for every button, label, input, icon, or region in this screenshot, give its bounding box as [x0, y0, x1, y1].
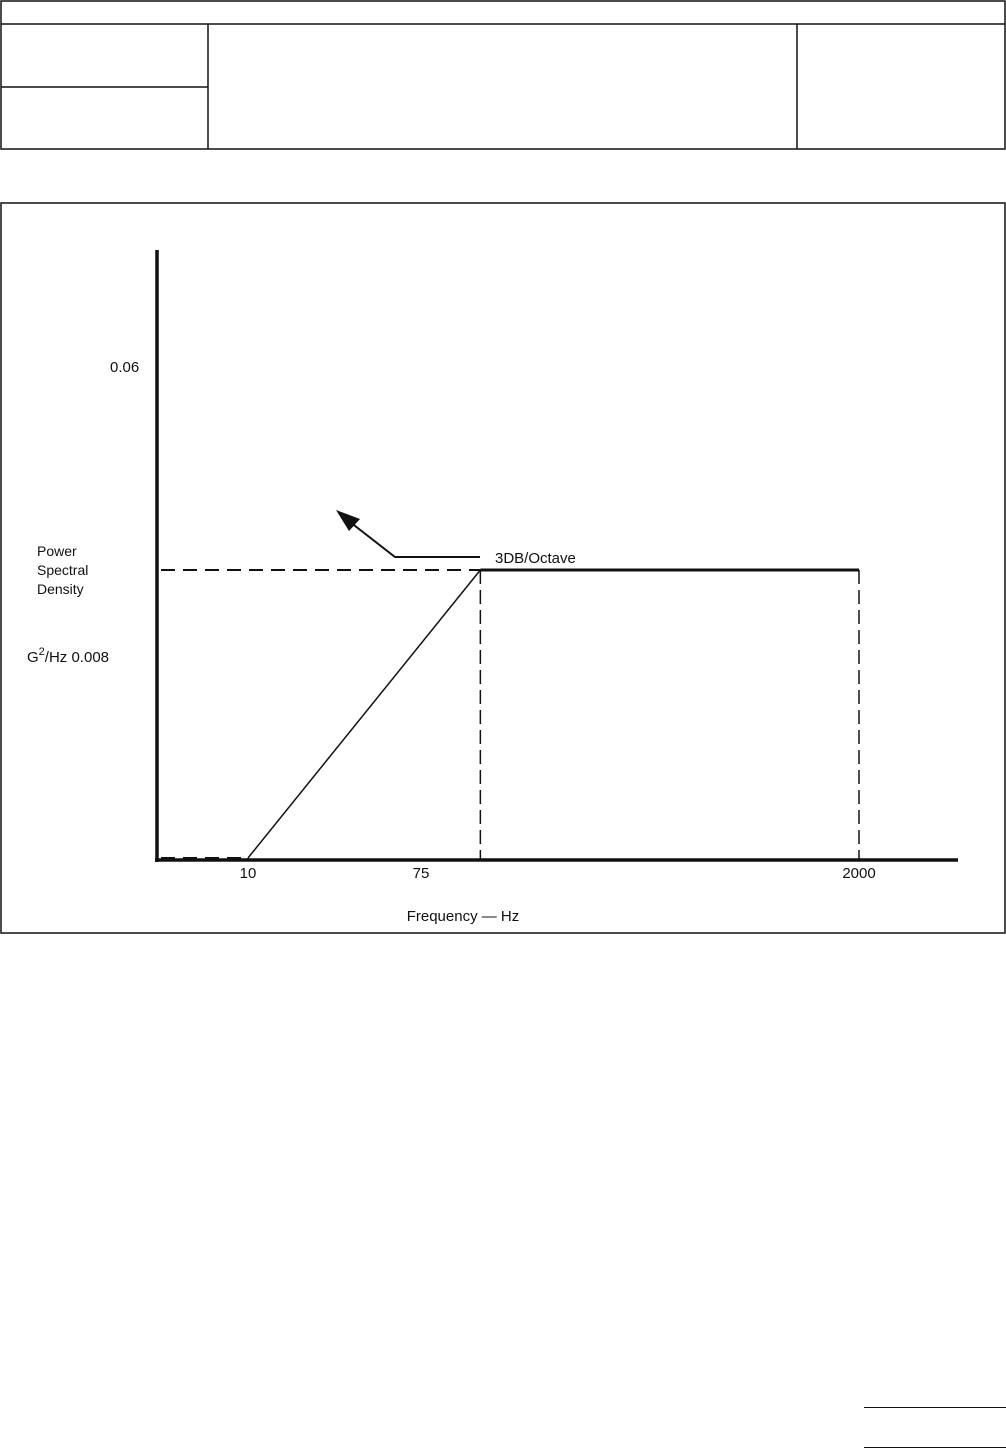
bottom-rule-1 [864, 1407, 1006, 1408]
y-tick-value-0.008: 0.008 [71, 649, 110, 666]
psd-chart [0, 202, 1006, 934]
header-form-grid [0, 0, 1006, 150]
y-units-letter: G [27, 649, 39, 666]
x-tick-label-10: 10 [239, 865, 257, 882]
bottom-rule-2 [864, 1447, 1006, 1448]
reference-lines [161, 570, 859, 860]
annotation-leader-line [350, 522, 480, 557]
x-axis-label: Frequency — Hz [406, 908, 520, 925]
y-units-per-hz: /Hz [44, 649, 72, 666]
y-units-superscript: 2 [38, 646, 45, 658]
x-tick-label-2000: 2000 [842, 865, 876, 882]
chart-frame-border [1, 203, 1005, 933]
y-tick-label-0.008 [27, 646, 109, 666]
psd-series [248, 570, 859, 858]
y-axis-label-line-3: Density [37, 581, 84, 597]
series-segment-0 [248, 570, 480, 858]
x-tick-label-75: 75 [412, 865, 430, 882]
annotation-label: 3DB/Octave [495, 550, 576, 567]
slope-annotation [336, 510, 576, 567]
header-outer-border [1, 1, 1005, 149]
y-axis-label-line-1: Power [37, 543, 77, 559]
y-axis-label-line-2: Spectral [37, 562, 89, 578]
y-tick-label-0.06: 0.06 [110, 359, 140, 376]
